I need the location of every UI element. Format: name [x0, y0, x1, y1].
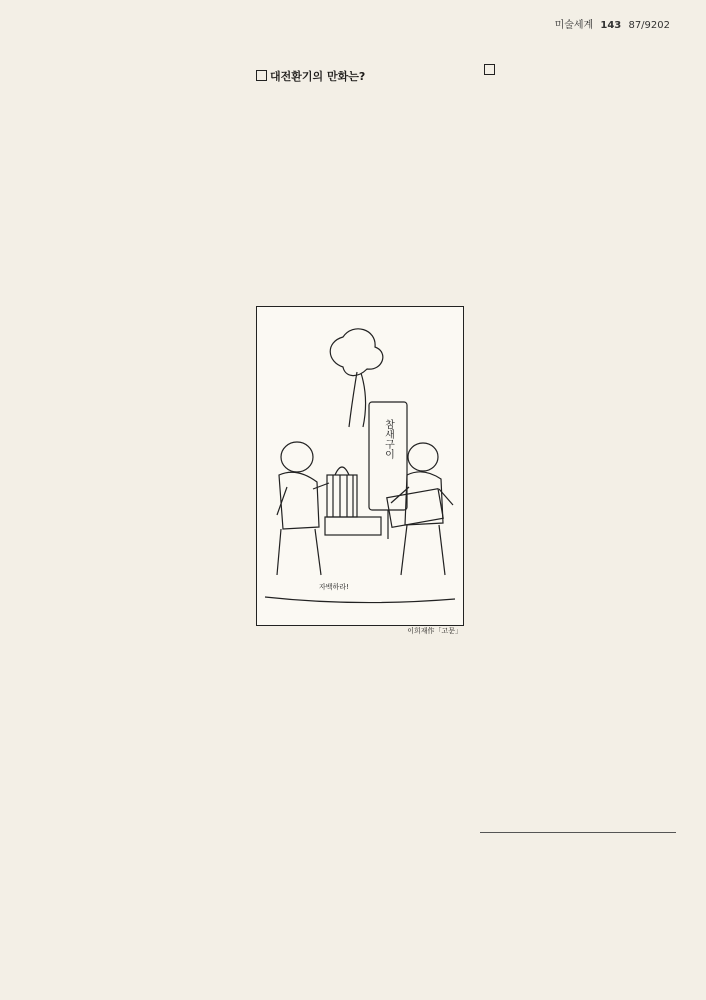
page-header — [555, 16, 670, 31]
cartoon-illustration — [256, 306, 464, 626]
illustration-credit: 이희재作「고문」 — [407, 627, 462, 635]
article-end-mark-icon — [484, 64, 495, 75]
bio-divider — [480, 832, 676, 833]
text-column-3 — [480, 62, 676, 81]
cartoon-caption: 자백하라! — [319, 583, 349, 591]
page-number: 143 — [600, 20, 622, 31]
paragraph — [480, 62, 676, 81]
section-heading-text: 대전환기의 만화는? — [270, 70, 366, 83]
magazine-name: 미술세계 — [554, 20, 594, 31]
heading-box-icon — [256, 70, 267, 81]
issue-number: 87/9202 — [628, 20, 670, 31]
section-heading — [256, 68, 464, 87]
cartoon-drawing — [257, 307, 463, 625]
cartoon-sign-text: 참새구이 — [382, 419, 394, 459]
